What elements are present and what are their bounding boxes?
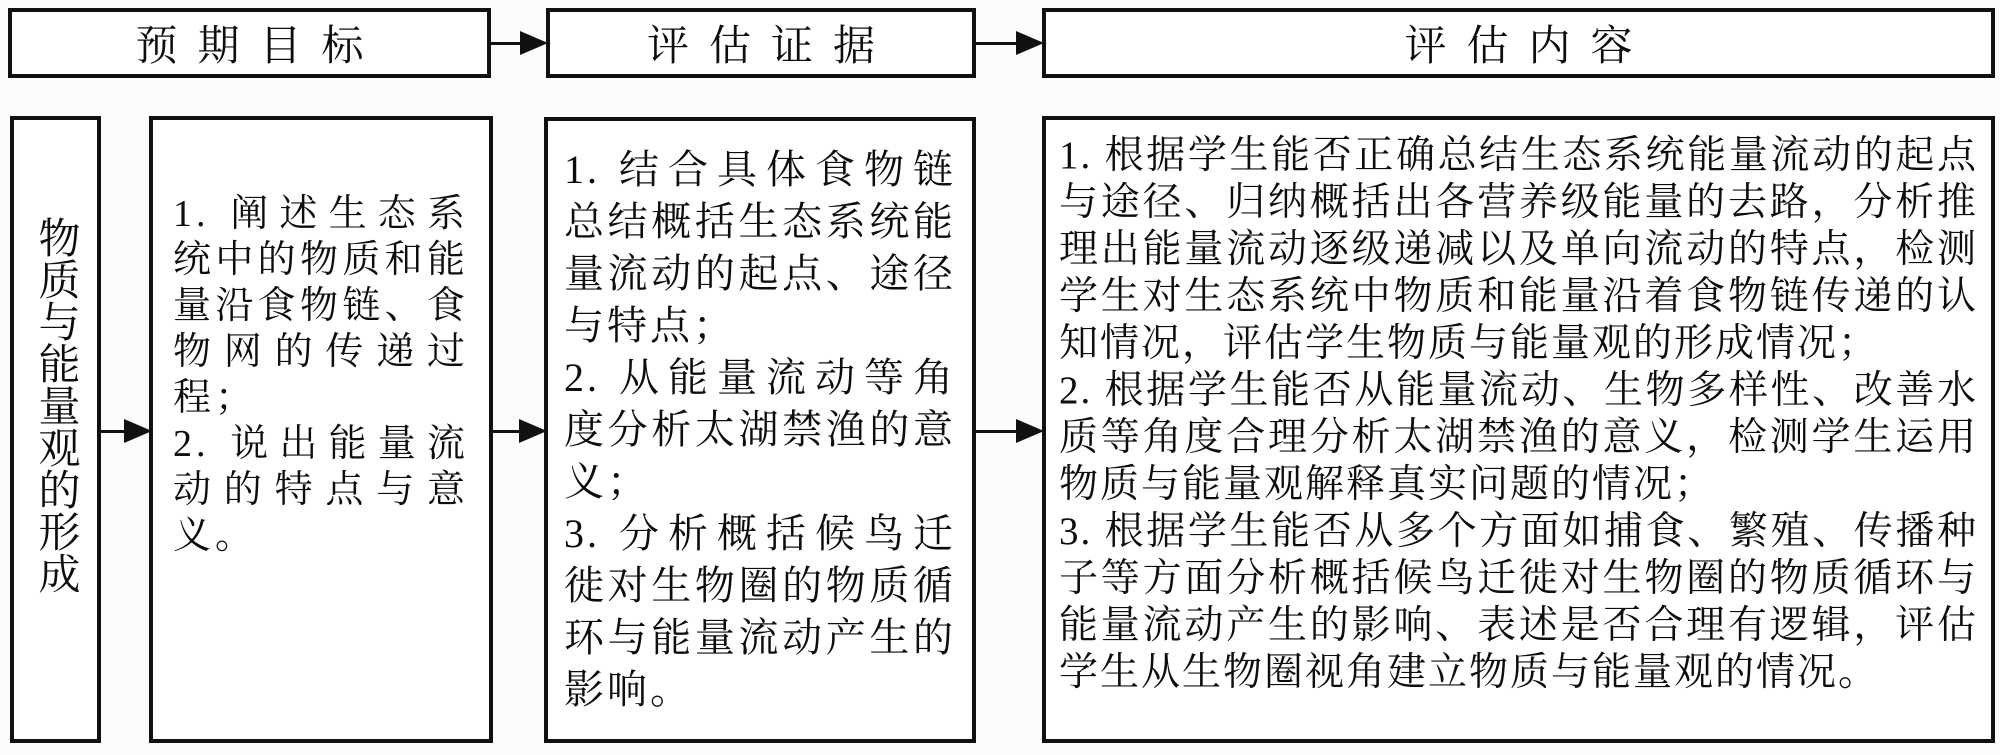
arrow-right-icon — [972, 31, 1044, 55]
arrow-right-icon — [488, 31, 548, 55]
arrow-right-icon — [972, 419, 1044, 443]
concept-box — [10, 116, 101, 743]
header-box-expected-goals — [8, 8, 491, 78]
arrow-head-icon — [124, 419, 152, 443]
header-label-assessment-evidence: 评估证据 — [646, 24, 895, 70]
header-box-assessment-content — [1042, 8, 1995, 78]
arrow-head-icon — [1016, 31, 1044, 55]
arrow-shaft — [488, 42, 520, 45]
arrow-shaft — [972, 42, 1016, 45]
evidence-box — [544, 117, 976, 743]
arrow-shaft — [489, 430, 519, 433]
evidence-item-3: 3. 分析概括候鸟迁徙对生物圈的物质循环与能量流动产生的影响。 — [564, 511, 956, 712]
arrow-head-icon — [1016, 419, 1044, 443]
header-box-assessment-evidence — [546, 8, 976, 78]
arrow-head-icon — [519, 419, 547, 443]
goals-box — [149, 116, 493, 743]
header-label-expected-goals: 预期目标 — [135, 24, 384, 70]
content-text — [1046, 120, 1991, 696]
content-box — [1042, 116, 1995, 743]
content-item-2: 2. 根据学生能否从能量流动、生物多样性、改善水质等角度合理分析太湖禁渔的意义，检测学生运用物质与能量观解释真实问题的情况； — [1059, 369, 1978, 506]
arrow-shaft — [98, 430, 124, 433]
goals-item-1: 1. 阐述生态系统中的物质和能量沿食物链、食物网的传递过程； — [173, 192, 469, 419]
evidence-item-1: 1. 结合具体食物链总结概括生态系统能量流动的起点、途径与特点； — [564, 147, 956, 348]
header-label-assessment-content: 评估内容 — [1404, 24, 1653, 70]
content-item-1: 1. 根据学生能否正确总结生态系统能量流动的起点与途径、归纳概括出各营养级能量的去路，分析推理出能量流动逐级递减以及单向流动的特点，检测学生对生态系统中物质和能量沿着食物链传递的认知情况，评估学生物质与能量观的形成情况； — [1059, 134, 1978, 365]
arrow-right-icon — [98, 419, 152, 443]
concept-label: 物质与能量观的形成 — [32, 215, 79, 594]
goals-item-2: 2. 说出能量流动的特点与意义。 — [173, 422, 469, 557]
arrow-right-icon — [489, 419, 547, 443]
evidence-item-2: 2. 从能量流动等角度分析太湖禁渔的意义； — [564, 355, 956, 504]
goals-text — [153, 191, 489, 559]
evidence-text — [548, 144, 972, 716]
arrow-head-icon — [520, 31, 548, 55]
arrow-shaft — [972, 430, 1016, 433]
content-item-3: 3. 根据学生能否从多个方面如捕食、繁殖、传播种子等方面分析概括候鸟迁徙对生物圈的物质循环与能量流动产生的影响、表述是否合理有逻辑，评估学生从生物圈视角建立物质与能量观的情况。 — [1059, 510, 1978, 694]
